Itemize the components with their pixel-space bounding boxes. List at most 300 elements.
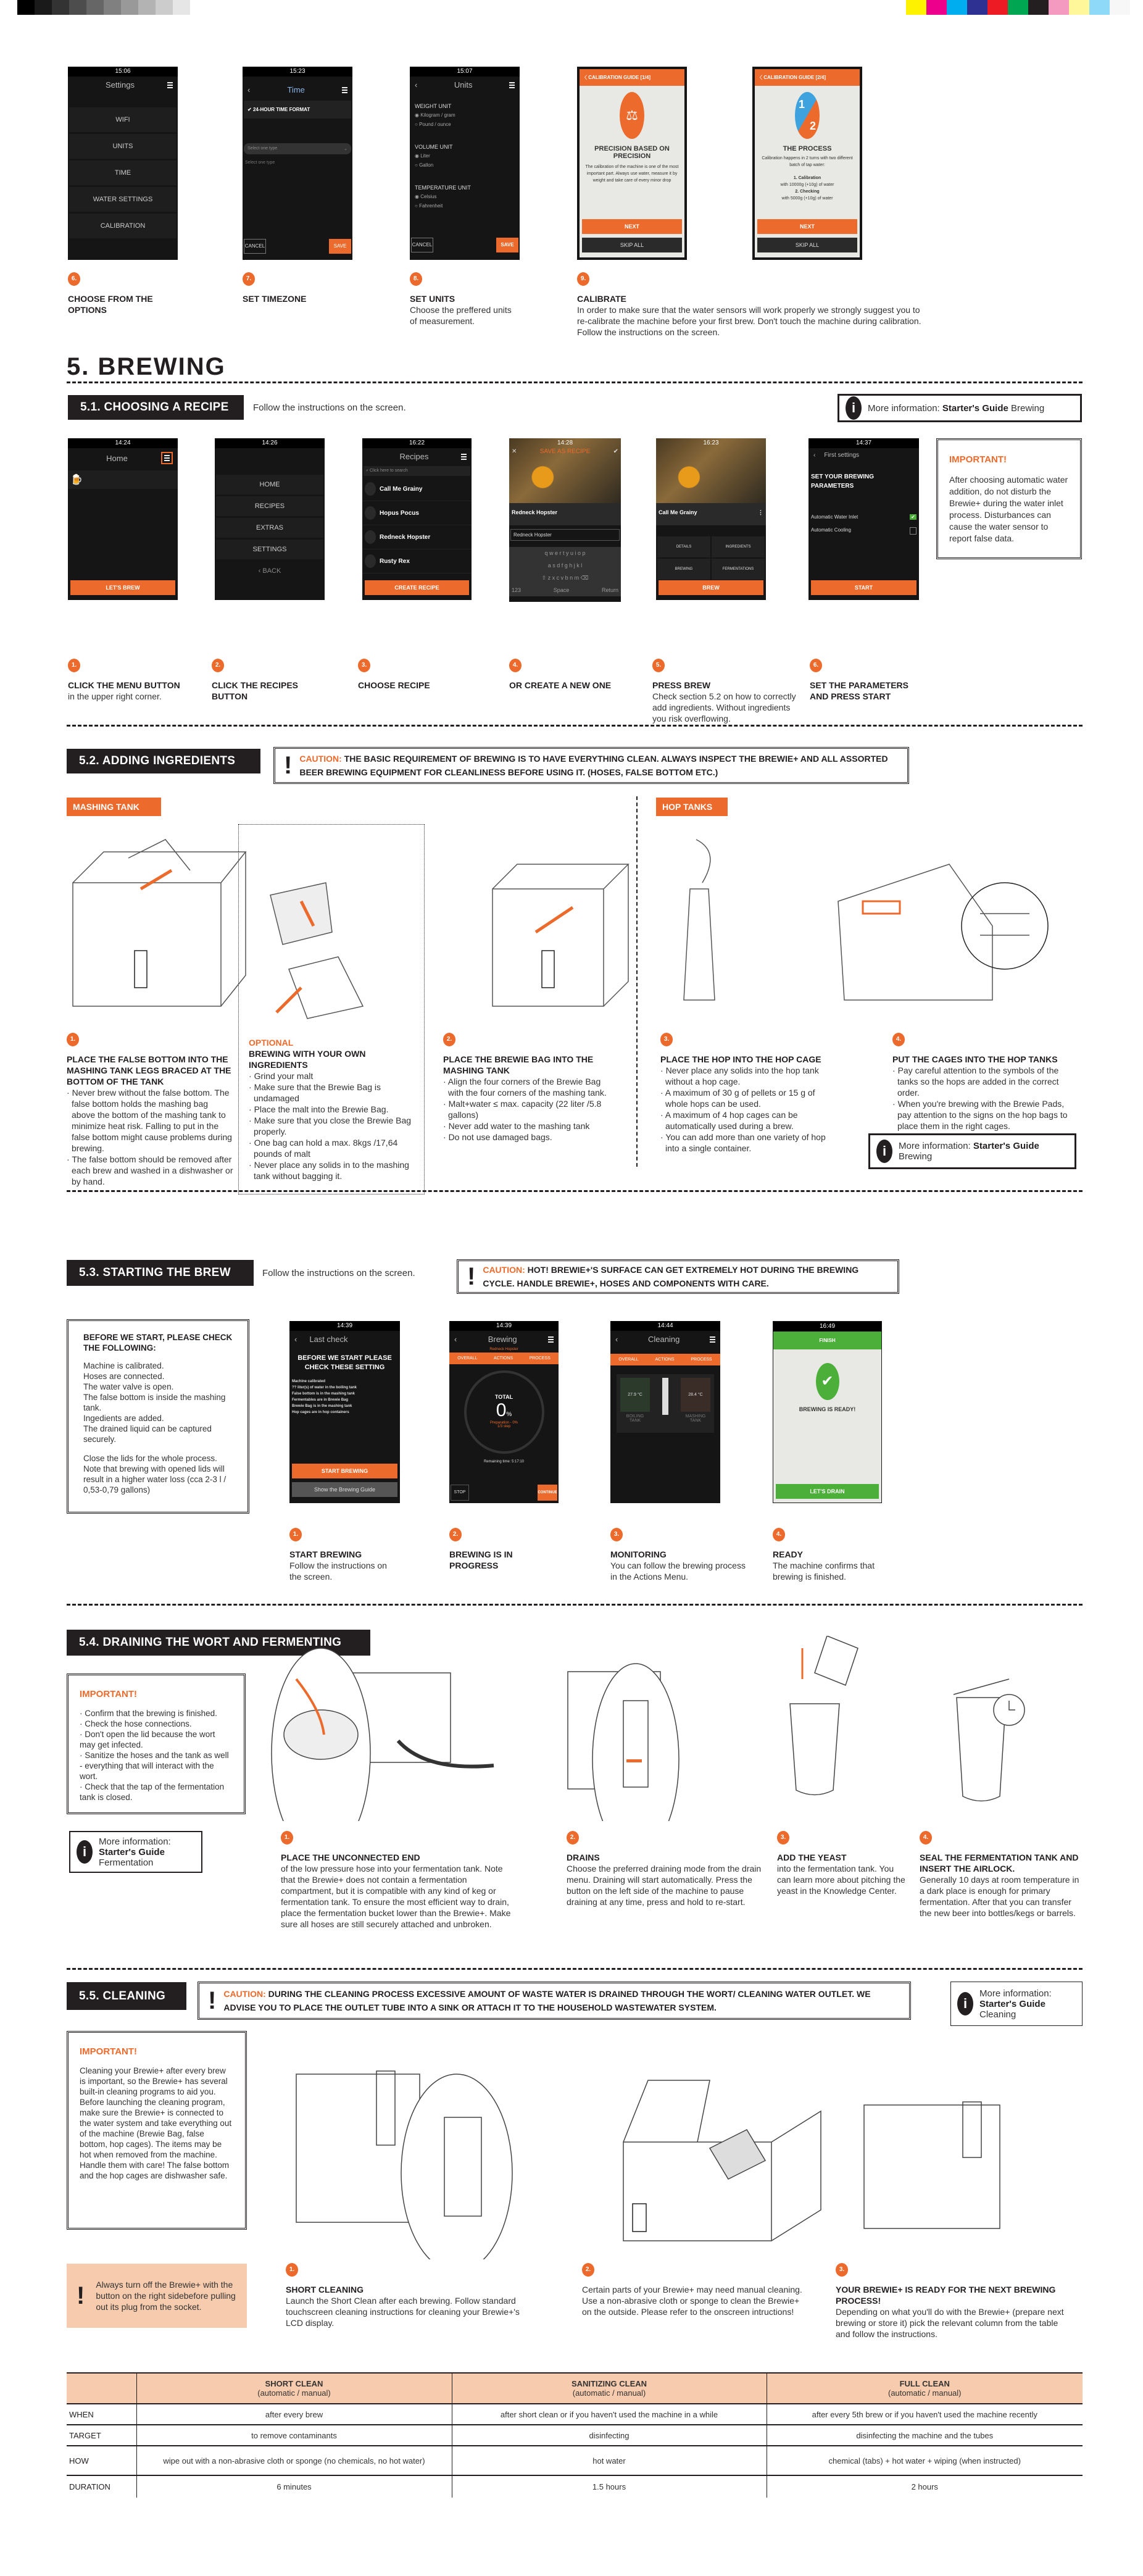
text: Cleaning — [979, 2009, 1016, 2020]
step-1 — [289, 1527, 401, 1582]
touchscreen-clean-illustration — [296, 2071, 512, 2259]
text — [509, 584, 621, 596]
step-title: CLICK THE RECIPES BUTTON — [212, 680, 299, 701]
cleaning-illustrations — [278, 2056, 1080, 2259]
monitoring-screen — [610, 1321, 720, 1503]
text: with 10000g (+10g) of water — [780, 183, 834, 187]
menu-icon[interactable] — [461, 454, 467, 460]
step-1 — [281, 1830, 515, 1930]
step-title: BEFORE WE START, PLEASE CHECK THE FOLLOWING: — [83, 1333, 233, 1353]
column-header: SHORT CLEAN (automatic / manual) — [136, 2373, 452, 2404]
weight-unit-label: WEIGHT UNIT — [415, 103, 452, 109]
menu-item-wifi[interactable]: WIFI — [69, 107, 177, 132]
warning-text: Always turn off the Brewie+ with the button on the right sidebefore pulling out its plug from the socket. — [96, 2280, 236, 2312]
menu-button[interactable] — [161, 452, 173, 464]
text: IMPORTANT! — [80, 2046, 138, 2057]
status-time: 14:44 — [610, 1321, 720, 1331]
level-gauge — [662, 1378, 668, 1415]
gray-swatch — [156, 0, 173, 15]
text: More information: Starter's Guide Brewing — [899, 1141, 1039, 1162]
ready-message: BREWING IS READY! — [799, 1406, 856, 1412]
recipe-item[interactable] — [362, 525, 472, 549]
text — [617, 1374, 714, 1433]
step-number: 3. — [777, 1831, 789, 1844]
caution-box: ! CAUTION: DURING THE CLEANING PROCESS EXCESSIVE AMOUNT OF WASTE WATER IS DRAINED THROUGH THE WORT/ CLEANING WATER OUTLET. WE ADVISE YOU TO PLACE THE OUTLET TUBE INTO A SINK OR ATTACH IT TO THE HOUSEHOLD WASTEWATER SYSTEM. — [197, 1982, 911, 2020]
text: False bottom is in the mashing tank — [292, 1392, 355, 1396]
important-box — [936, 438, 1082, 559]
step-title: CLICK THE MENU BUTTON — [68, 680, 180, 690]
seal-tank-illustration — [954, 1679, 1025, 1801]
screen-title: SAVE AS RECIPE — [539, 448, 591, 455]
calibration-guide-2-screen — [752, 67, 862, 260]
remaining-time: Remaining time: 5:17:10 — [483, 1460, 525, 1464]
start-brewing-button[interactable]: START BREWING — [292, 1464, 397, 1478]
more-info-box[interactable] — [69, 1831, 202, 1873]
follow-text: Follow the instructions on the screen. — [262, 1268, 415, 1278]
auto-cooling-toggle[interactable] — [808, 523, 919, 538]
text: 2 — [809, 120, 816, 132]
menu-item-water-settings[interactable]: WATER SETTINGS — [69, 187, 177, 212]
text — [610, 1331, 720, 1348]
menu-icon[interactable] — [548, 1336, 554, 1343]
step-2 — [212, 658, 335, 702]
caution-box: ! CAUTION: THE BASIC REQUIREMENT OF BREWING IS TO HAVE EVERYTHING CLEAN. ALWAYS INSPECT THE BREWIE+ AND ALL ASSORTED BEER BREWING EQUIPMENT FOR CLEANLINESS BEFORE USING IT. (HOSES, FALSE BOTTOM ETC.) — [273, 747, 909, 784]
important-title: IMPORTANT! — [949, 454, 1007, 465]
brew-button[interactable]: BREW — [659, 580, 763, 595]
more-info-box[interactable] — [950, 1982, 1083, 2026]
stop-button[interactable]: STOP — [451, 1485, 469, 1501]
recipe-name-input[interactable]: Redneck Hopster — [510, 529, 620, 541]
space-key[interactable]: Space — [553, 587, 570, 593]
step-number: 3. — [836, 2263, 848, 2277]
step-4 — [920, 1830, 1083, 1919]
more-info-box[interactable] — [838, 394, 1082, 422]
step-number: 4. — [773, 1528, 785, 1541]
numbers-key[interactable]: 123 — [512, 587, 522, 593]
radio-pound[interactable]: ○ Pound / ounce — [415, 122, 451, 127]
drain-menu-illustration — [568, 1664, 679, 1821]
volume-unit-label: VOLUME UNIT — [415, 144, 453, 150]
draining-illustrations — [265, 1636, 1080, 1821]
cancel-button[interactable]: CANCEL — [411, 238, 433, 252]
text: Launch the Short Clean after each brewing. Follow standard touchscreen cleaning instructions for cleaning your Brewie+'s LCD display. — [286, 2296, 520, 2328]
text: of the low pressure hose into your fermentation tank. Note that the Brewie+ does not contain a fermentation compartment, but it is compatible with any kind of keg or fermentation tank. To ensure the most efficient way to drain, place the fermentation bucket lower than the Brewie+. Make sure all hoses are still securely attached and unbroken. — [281, 1864, 511, 1929]
step-title: SET TIMEZONE — [243, 294, 307, 304]
step-number: 2. — [449, 1528, 462, 1541]
keyboard-row[interactable]: q w e r t y u i o p — [544, 550, 586, 556]
status-time: 15:23 — [243, 67, 352, 77]
table-row: DURATION 6 minutes 1.5 hours 2 hours — [67, 2475, 1083, 2498]
main-menu-screen — [215, 438, 325, 600]
text: More information: Starter's Guide Brewing — [868, 402, 1045, 414]
text: IMPORTANT! — [80, 1689, 138, 1699]
menu-icon[interactable] — [342, 87, 347, 93]
menu-item-time[interactable]: TIME — [69, 160, 177, 185]
color-swatch — [967, 0, 987, 15]
step-title: SHORT CLEANING — [286, 2285, 364, 2295]
gray-swatch — [69, 0, 86, 15]
color-swatch — [987, 0, 1008, 15]
section-title-5-2: 5.2. ADDING INGREDIENTS — [67, 749, 260, 773]
gray-swatch — [104, 0, 121, 15]
text: Generally 10 days at room temperature in a dark place is enough for primary fermentation. After that you can transfer the new beer into bottles/kegs or barrels. — [920, 1875, 1079, 1918]
step-4 — [892, 1032, 1078, 1132]
divider — [67, 725, 1083, 727]
status-time: 15:07 — [410, 67, 520, 77]
color-swatch — [1008, 0, 1028, 15]
monitor-tabs[interactable] — [610, 1354, 720, 1365]
keyboard[interactable] — [509, 547, 621, 596]
tile-fermentations[interactable]: FERMENTATIONS — [712, 559, 765, 580]
calibration-title: PRECISION BASED ON PRECISION — [594, 145, 670, 160]
text — [509, 448, 621, 455]
text — [410, 170, 520, 183]
check-icon: ✔ — [247, 107, 253, 112]
info-icon: i — [957, 1992, 973, 2015]
next-button[interactable]: NEXT — [582, 219, 682, 234]
return-key[interactable]: Return — [601, 587, 618, 593]
last-check-list — [289, 1378, 400, 1415]
text: Fermentation — [99, 1857, 154, 1868]
column-header: FULL CLEAN (automatic / manual) — [767, 2373, 1083, 2404]
text: Liter — [420, 153, 430, 159]
finish-header: FINISH — [773, 1332, 881, 1349]
beer-image — [656, 438, 766, 503]
status-time: 14:39 — [289, 1321, 400, 1331]
24-hour-checkbox[interactable] — [244, 101, 351, 119]
cleaning-table — [67, 2372, 1083, 2498]
step-number: 6. — [68, 272, 80, 286]
step-number: 6. — [810, 659, 822, 672]
color-swatch — [906, 0, 926, 15]
text: More information: — [99, 1836, 171, 1847]
text: OPTIONAL — [249, 1038, 294, 1048]
text — [449, 1331, 559, 1348]
add-yeast-illustration — [790, 1636, 858, 1795]
recipe-item[interactable] — [362, 501, 472, 525]
radio-fahrenheit[interactable]: ○ Fahrenheit — [415, 203, 443, 209]
recipe-name: Call Me Grainy — [659, 509, 697, 515]
radio-kilogram[interactable]: ◉ Kilogram / gram — [415, 112, 455, 118]
warning-box — [67, 2264, 247, 2328]
next-button[interactable]: NEXT — [757, 219, 857, 234]
more-icon[interactable]: ⋮ — [758, 509, 763, 515]
settings-screen — [68, 67, 178, 260]
mashing-tank-temp: 28.4 °C — [681, 1378, 710, 1412]
step-title: PLACE THE HOP INTO THE HOP CAGE — [660, 1054, 821, 1064]
brewing-tabs[interactable] — [449, 1353, 559, 1364]
back-icon[interactable]: ‹ — [294, 1335, 297, 1344]
text: More information: Starter's Guide Cleaning — [979, 1988, 1052, 2020]
temperature-unit-label: TEMPERATURE UNIT — [415, 185, 471, 191]
text: · Check that the tap of the fermentation tank is closed. — [80, 1782, 225, 1802]
step-title: PLACE THE FALSE BOTTOM INTO THE MASHING TANK LEGS BRACED AT THE BOTTOM OF THE TANK — [67, 1054, 231, 1086]
back-icon[interactable]: ‹ — [415, 80, 418, 90]
step-desc: In order to make sure that the water sensors will work properly we strongly suggest you to re-calibrate the machine before your first brew. Don't touch the machine during calibration. Follow the instructions on the screen. — [577, 305, 921, 337]
screen-title: First settings — [824, 452, 860, 459]
calibration-title: THE PROCESS — [783, 145, 832, 152]
step-2 — [449, 1527, 560, 1571]
recipe-detail-screen — [656, 438, 766, 600]
menu-icon[interactable] — [710, 1336, 715, 1343]
status-time: 16:22 — [362, 438, 472, 448]
text: Ingedients are added. — [83, 1414, 164, 1423]
calibration-body: The calibration of the machine is one of the most important part. Always use water, measure it by weight and take care of every minor drop — [585, 165, 679, 183]
radio-celsius[interactable]: ◉ Celsius — [415, 194, 437, 199]
column-header: SANITIZING CLEAN (automatic / manual) — [452, 2373, 767, 2404]
color-swatch — [1069, 0, 1089, 15]
calibration-body: Calibration happens in 2 turns with two different batch of tap water: — [762, 156, 853, 167]
gray-swatch — [86, 0, 104, 15]
recipe-item[interactable] — [362, 477, 472, 501]
units-screen — [410, 67, 520, 260]
menu-item-settings[interactable]: SETTINGS — [216, 540, 323, 559]
table-row: WHEN after every brew after short clean or if you haven't used the machine in a while after every 5th brew or if you haven't used the machine recently — [67, 2404, 1083, 2425]
divider — [67, 381, 1083, 383]
step-title: OR CREATE A NEW ONE — [509, 680, 612, 690]
text: Choose the preferred draining mode from the drain menu. Draining will start automatically. Press the button on the left side of the machine to pause draining at any time, press and hold to re-start. — [567, 1864, 762, 1907]
table-row: TARGET to remove contaminants disinfecting disinfecting the machine and the tubes — [67, 2425, 1083, 2446]
text — [68, 77, 178, 93]
text: The false bottom is inside the mashing tank. — [83, 1393, 226, 1412]
text — [808, 448, 919, 462]
step-title: START BREWING — [289, 1549, 362, 1559]
beer-mug-icon: 🍺 — [68, 470, 178, 489]
text: Redneck Hopster — [380, 533, 431, 541]
step-number: 1. — [68, 659, 80, 672]
menu-icon — [164, 455, 170, 461]
skip-all-button[interactable]: SKIP ALL — [757, 238, 857, 252]
lets-brew-button[interactable]: LET'S BREW — [70, 580, 175, 595]
skip-all-button[interactable]: SKIP ALL — [582, 238, 682, 252]
progress-percent: 0 — [496, 1400, 507, 1420]
search-icon: ⌕ — [366, 469, 370, 473]
text: More information: Starter's Guide Fermentation — [99, 1836, 171, 1868]
text: More information: — [868, 402, 940, 414]
step-1 — [286, 2262, 533, 2328]
step-6 — [810, 658, 927, 702]
text: Kilogram / gram — [420, 112, 455, 118]
screen-title: Units — [454, 80, 473, 90]
step-5 — [652, 658, 804, 724]
text: · Pay careful attention to the symbols of the tanks so the hops are added in the correct order. · When you're brewing with the Brewie Pads, pay attention to the signs on the hop bags to place them in the right cages. — [892, 1065, 1078, 1132]
text — [410, 93, 520, 102]
step-number: 3. — [610, 1528, 623, 1541]
step-8 — [410, 272, 521, 327]
back-button[interactable]: ‹ BACK — [258, 567, 281, 575]
step-number: 7. — [243, 272, 255, 286]
menu-icon[interactable] — [167, 82, 173, 88]
text — [365, 554, 376, 568]
hop-tanks-illustration — [838, 864, 1048, 1000]
warning-icon: ! — [467, 1263, 476, 1290]
text: · Confirm that the brewing is finished. — [80, 1709, 217, 1718]
text: Preparation - 0% — [489, 1421, 518, 1425]
text — [656, 503, 766, 525]
menu-item-home[interactable]: HOME — [216, 475, 323, 494]
step-3 — [660, 1032, 839, 1154]
step-title: PLACE THE BREWIE BAG INTO THE MASHING TANK — [443, 1054, 594, 1075]
info-icon: i — [77, 1840, 93, 1864]
menu-item-extras[interactable]: EXTRAS — [216, 518, 323, 538]
text: Machine calibrated — [292, 1380, 326, 1383]
brewing-progress-screen — [449, 1321, 559, 1503]
scale-icon: ⚖ — [620, 92, 644, 139]
text: · Never place any solids into the hop tank without a hop cage. · A maximum of 30 g of pellets or 15 g of whole hops can be used. · A maximum of 4 hop cages can be automatically used during a brew. · You can add more than one variety of hop into a single container. — [660, 1065, 839, 1154]
calibration-guide-1-screen — [577, 67, 687, 260]
text — [68, 448, 178, 468]
text — [410, 77, 520, 93]
more-info-box[interactable] — [868, 1133, 1076, 1169]
tile-details[interactable]: DETAILS — [657, 536, 710, 557]
boiling-tank-temp: 27.9 °C — [620, 1378, 650, 1412]
step-2 — [567, 1830, 764, 1907]
text: The water valve is open. — [83, 1382, 174, 1391]
tile-ingredients[interactable]: INGREDIENTS — [712, 536, 765, 557]
save-button[interactable]: SAVE — [496, 238, 518, 252]
text — [365, 482, 376, 496]
back-icon[interactable]: ‹ — [454, 1335, 457, 1344]
mashing-tank-label: MASHING TANK — [685, 1414, 706, 1423]
text: in the upper right corner. — [68, 691, 162, 701]
text: Cleaning your Brewie+ after every brew is important, so the Brewie+ has several built-in cleaning programs to aid you. Before launching the cleaning program, make sure the Brewie+ is connected to the water system and take everything out of the machine (Brewie Bag, false bottom, hop cages). The items may be hot when removed from the machine. Handle them with care! The false bottom and the hop cages are dishwasher safe. — [80, 2066, 232, 2180]
screen-title: Brewing — [488, 1335, 517, 1344]
text — [410, 129, 520, 143]
color-swatch — [1089, 0, 1110, 15]
optional-own-ingredients — [249, 1037, 422, 1182]
tab-actions[interactable]: ACTIONS — [655, 1357, 675, 1362]
text: Hop cages are in hop containers — [292, 1411, 349, 1414]
step-number: 3. — [358, 659, 370, 672]
text — [365, 506, 376, 520]
warning-icon: ! — [208, 1987, 217, 2014]
color-swatch — [926, 0, 947, 15]
keyboard-row[interactable]: a s d f g h j k l — [547, 562, 583, 569]
text: Fermentables are in Brewie Bag — [292, 1398, 349, 1402]
chapter-title: 5. BREWING — [67, 353, 226, 380]
text: Brewing — [899, 1151, 933, 1162]
mashing-tank-illustration — [73, 840, 246, 1006]
brewing-guide-button[interactable]: Show the Brewing Guide — [292, 1482, 397, 1497]
step-1 — [67, 1032, 233, 1187]
tab-actions[interactable]: ACTIONS — [493, 1356, 513, 1361]
tab-process[interactable]: PROCESS — [529, 1356, 551, 1361]
step-number: 4. — [892, 1033, 905, 1046]
step-number: 1. — [281, 1831, 293, 1844]
section-title-5-5: 5.5. CLEANING — [67, 1982, 186, 2010]
close-icon[interactable]: ✕ — [512, 448, 517, 455]
text: Certain parts of your Brewie+ may need manual cleaning. Use a non-abrasive cloth or sponge to clean the Brewie+ on the outside. Please refer to the onscreen intructions! — [582, 2285, 802, 2317]
text — [681, 1378, 710, 1429]
step-4 — [773, 1527, 896, 1582]
check-icon[interactable]: ✔ — [613, 448, 618, 455]
recipes-screen — [362, 438, 472, 600]
cancel-button[interactable]: CANCEL — [244, 239, 266, 254]
timezone-select[interactable] — [244, 143, 351, 154]
tab-overall[interactable]: OVERALL — [618, 1357, 639, 1362]
text: The drained liquid can be captured securely. — [83, 1424, 212, 1444]
gray-swatch — [121, 0, 138, 15]
tile-brewing[interactable]: BREWING — [657, 559, 710, 580]
parameters-heading: SET YOUR BREWING PARAMETERS — [811, 473, 875, 490]
recipe-item[interactable] — [362, 549, 472, 573]
text: Rusty Rex — [380, 557, 410, 565]
gray-swatch — [173, 0, 190, 15]
step-title: SEAL THE FERMENTATION TANK AND INSERT THE AIRLOCK. — [920, 1853, 1079, 1874]
section-title-5-1: 5.1. CHOOSING A RECIPE — [68, 395, 244, 420]
brewie-bag-illustration — [270, 883, 363, 1019]
text — [68, 93, 178, 106]
menu-icon[interactable] — [509, 82, 515, 88]
radio-gallon[interactable]: ○ Gallon — [415, 162, 434, 168]
save-button[interactable]: SAVE — [329, 239, 351, 254]
create-recipe-button[interactable]: CREATE RECIPE — [365, 580, 469, 595]
radio-liter[interactable]: ◉ Liter — [415, 153, 430, 159]
menu-item-units[interactable]: UNITS — [69, 134, 177, 159]
important-body: After choosing automatic water addition, do not disturb the Brewie+ during the water inlet process. Disturbances can cause the water sensor to report false data. — [949, 475, 1068, 543]
step-1 — [68, 658, 191, 702]
text: with 5000g (+10g) of water — [781, 196, 833, 201]
status-time: 14:24 — [68, 438, 178, 448]
step-6 — [68, 272, 173, 315]
gray-swatch — [138, 0, 156, 15]
step-number: 5. — [652, 659, 665, 672]
keyboard-row[interactable]: ⇧ z x c v b n m ⌫ — [541, 575, 589, 581]
screen-title: Recipes — [399, 452, 429, 461]
text: into the fermentation tank. You can learn more about pitching the yeast in the Knowledge Center. — [777, 1864, 905, 1896]
text — [657, 536, 765, 580]
text: Follow the instructions on the screen. — [289, 1561, 387, 1582]
step-number: 4. — [509, 659, 522, 672]
step-number: 4. — [920, 1831, 932, 1844]
menu-item-calibration[interactable]: CALIBRATION — [69, 214, 177, 238]
step-title: PUT THE CAGES INTO THE HOP TANKS — [892, 1054, 1058, 1064]
screen-title: Home — [106, 453, 128, 463]
lets-drain-button[interactable]: LET'S DRAIN — [776, 1484, 879, 1499]
select-placeholder: Select one type — [247, 146, 278, 151]
auto-water-inlet-toggle[interactable] — [808, 501, 919, 523]
step-title: CHOOSE FROM THE OPTIONS — [68, 294, 153, 315]
back-icon[interactable]: ‹ — [813, 452, 816, 459]
manual-clean-illustration — [623, 2080, 821, 2241]
search-input[interactable] — [364, 466, 470, 476]
step-title: MONITORING — [610, 1549, 667, 1559]
warning-icon: ! — [284, 752, 293, 779]
text: Automatic Water Inlet — [811, 514, 858, 520]
step-title: CHOOSE RECIPE — [358, 680, 430, 690]
text: 1/3 step — [497, 1425, 511, 1428]
text — [243, 81, 352, 98]
menu-item-recipes[interactable]: RECIPES — [216, 496, 323, 516]
text: · Never brew without the false bottom. The false bottom holds the mashing bag above the bottom of the mashing tank to minimize heat risk. Falling to put in the false bottom might cause problems during brewing. · The false bottom should be removed after each brew and washed in a dishwasher or by hand. — [67, 1087, 233, 1187]
screen-title: Settings — [106, 80, 135, 90]
caution-box: ! CAUTION: HOT! BREWIE+'S SURFACE CAN GET EXTREMELY HOT DURING THE BREWING CYCLE. HANDLE BREWIE+, HOSES AND COMPONENTS WITH CARE. — [457, 1259, 899, 1294]
tab-process[interactable]: PROCESS — [691, 1357, 712, 1362]
calibration-header: 〈 CALIBRATION GUIDE [1/4] — [580, 69, 684, 86]
back-icon[interactable]: ‹ — [247, 85, 251, 94]
back-icon[interactable]: ‹ — [615, 1335, 618, 1344]
ready-machine-illustration — [864, 2102, 1000, 2228]
step-title: SET UNITS — [410, 294, 455, 304]
recipe-name: Redneck Hopster — [509, 503, 621, 525]
start-button[interactable]: START — [811, 580, 916, 595]
text: Gallon — [419, 162, 434, 168]
step-number: 2. — [212, 659, 224, 672]
continue-button[interactable]: CONTINUE — [538, 1485, 557, 1501]
step-title: CALIBRATE — [577, 294, 626, 304]
tab-overall[interactable]: OVERALL — [457, 1356, 478, 1361]
brewing-ready-screen — [773, 1321, 882, 1503]
